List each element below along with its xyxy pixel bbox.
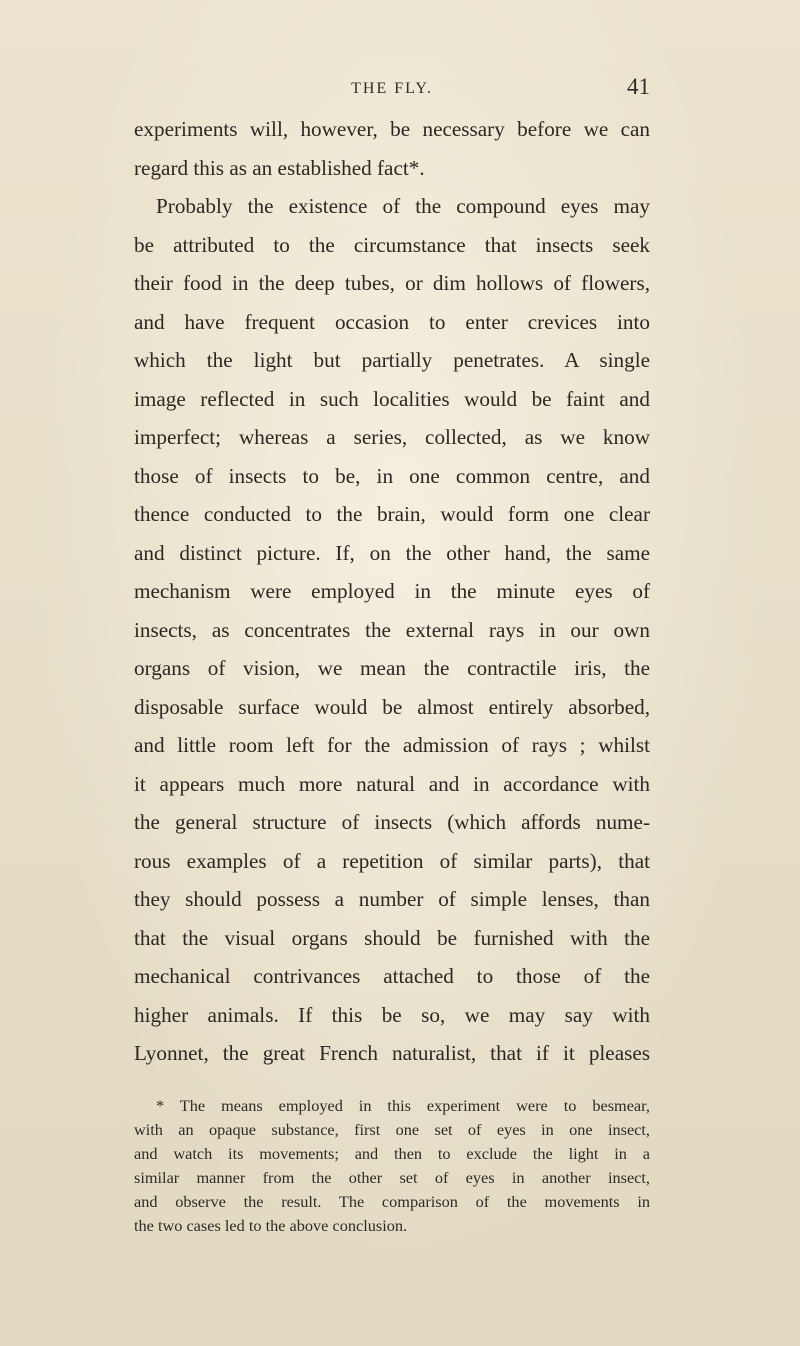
body-line: mechanical contrivances attached to those of the <box>134 964 650 988</box>
page-number: 41 <box>627 74 650 99</box>
body-line: which the light but partially penetrates. A single <box>134 348 650 372</box>
body-line: rous examples of a repetition of similar parts), that <box>134 848 650 873</box>
body-line: Lyonnet, the great French naturalist, that if it pleases <box>134 1041 650 1065</box>
body-line: it appears much more natural and in accordance with <box>134 771 650 796</box>
body-line: mechanism were employed in the minute eyes of <box>134 579 650 603</box>
body-line: their food in the deep tubes, or dim hollows of flowers, <box>134 271 650 295</box>
body-line: regard this as an established fact*. <box>134 155 425 180</box>
footnote-line: similar manner from the other set of eyes in another insect, <box>134 1168 650 1187</box>
body-line: the general structure of insects (which affords nume- <box>134 810 650 834</box>
body-line: and have frequent occasion to enter crevices into <box>134 309 650 334</box>
body-line: image reflected in such localities would be faint and <box>134 386 650 411</box>
body-text <box>134 110 650 1073</box>
body-line: those of insects to be, in one common centre, and <box>134 463 650 488</box>
body-line: insects, as concentrates the external rays in our own <box>134 617 650 642</box>
body-line: higher animals. If this be so, we may say with <box>134 1002 650 1027</box>
running-head <box>134 74 650 104</box>
footnote-line: * The means employed in this experiment were to besmear, <box>156 1096 650 1115</box>
body-line: disposable surface would be almost entirely absorbed, <box>134 694 650 719</box>
body-line: that the visual organs should be furnished with the <box>134 925 650 950</box>
footnote-line: the two cases led to the above conclusion. <box>134 1216 408 1235</box>
body-line: organs of vision, we mean the contractile iris, the <box>134 656 650 680</box>
body-line: experiments will, however, be necessary before we can <box>134 117 650 141</box>
footnote <box>134 1094 650 1238</box>
body-line: and distinct picture. If, on the other hand, the same <box>134 540 650 565</box>
body-line: they should possess a number of simple lenses, than <box>134 887 650 911</box>
body-line: thence conducted to the brain, would form one clear <box>134 502 650 526</box>
body-line: Probably the existence of the compound eyes may <box>156 194 650 218</box>
footnote-line: and observe the result. The comparison of the movements in <box>134 1192 650 1211</box>
body-line: and little room left for the admission of rays ; whilst <box>134 733 650 757</box>
body-line: imperfect; whereas a series, collected, as we know <box>134 425 650 449</box>
footnote-line: with an opaque substance, first one set of eyes in one insect, <box>134 1120 650 1139</box>
footnote-line: and watch its movements; and then to exclude the light in a <box>134 1144 650 1163</box>
running-title: THE FLY. <box>351 80 433 97</box>
body-line: be attributed to the circumstance that insects seek <box>134 232 650 257</box>
